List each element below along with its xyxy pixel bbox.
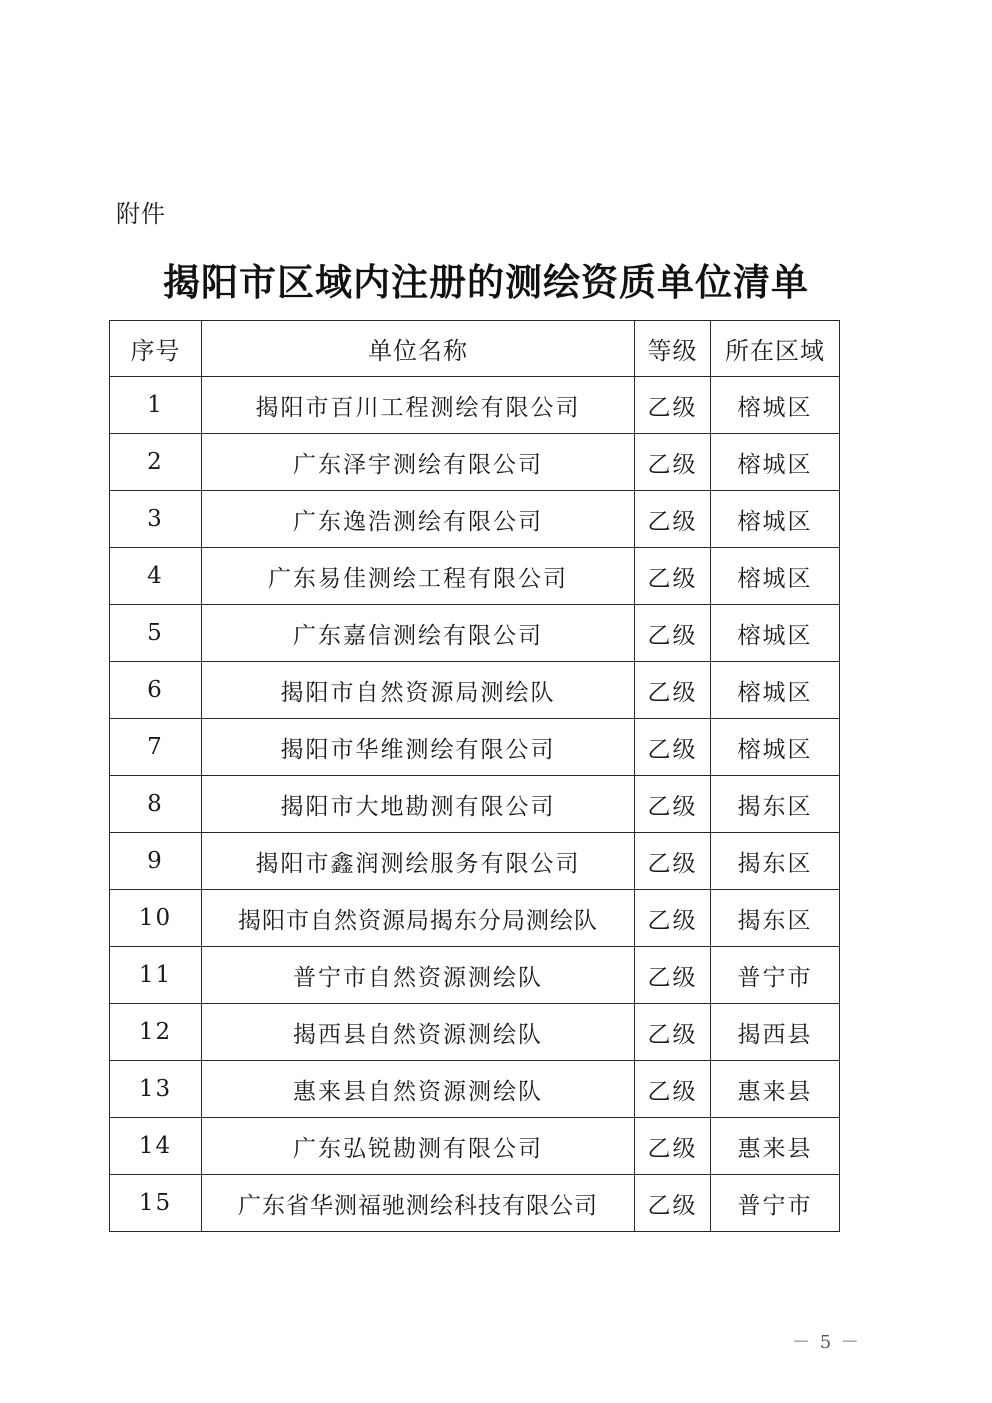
row-unit-name: 揭阳市自然资源局揭东分局测绘队 <box>202 890 635 947</box>
row-region: 榕城区 <box>711 719 840 776</box>
row-region: 榕城区 <box>711 491 840 548</box>
row-index: 13 <box>110 1061 202 1118</box>
table-row <box>110 833 840 890</box>
row-region: 榕城区 <box>711 377 840 434</box>
row-region: 惠来县 <box>711 1061 840 1118</box>
row-index: 1 <box>110 377 202 434</box>
row-region: 榕城区 <box>711 662 840 719</box>
row-index: 2 <box>110 434 202 491</box>
row-region: 普宁市 <box>711 947 840 1004</box>
row-index: 4 <box>110 548 202 605</box>
table-row <box>110 719 840 776</box>
header-region: 所在区域 <box>711 321 840 377</box>
row-grade: 乙级 <box>635 1118 711 1175</box>
row-unit-name: 揭阳市大地勘测有限公司 <box>202 776 635 833</box>
row-region: 揭西县 <box>711 1004 840 1061</box>
row-region: 揭东区 <box>711 890 840 947</box>
row-region: 榕城区 <box>711 548 840 605</box>
row-index: 5 <box>110 605 202 662</box>
table-row <box>110 377 840 434</box>
row-unit-name: 广东易佳测绘工程有限公司 <box>202 548 635 605</box>
row-grade: 乙级 <box>635 1004 711 1061</box>
row-unit-name: 揭西县自然资源测绘队 <box>202 1004 635 1061</box>
row-unit-name: 揭阳市华维测绘有限公司 <box>202 719 635 776</box>
row-unit-name: 广东泽宇测绘有限公司 <box>202 434 635 491</box>
row-index: 3 <box>110 491 202 548</box>
row-grade: 乙级 <box>635 491 711 548</box>
row-unit-name: 广东弘锐勘测有限公司 <box>202 1118 635 1175</box>
row-index: 14 <box>110 1118 202 1175</box>
row-grade: 乙级 <box>635 434 711 491</box>
document-title: 揭阳市区域内注册的测绘资质单位清单 <box>163 260 809 304</box>
row-unit-name: 广东嘉信测绘有限公司 <box>202 605 635 662</box>
header-grade: 等级 <box>635 321 711 377</box>
page-number: － 5 － <box>792 1332 861 1353</box>
row-grade: 乙级 <box>635 662 711 719</box>
row-region: 榕城区 <box>711 434 840 491</box>
row-region: 普宁市 <box>711 1175 840 1232</box>
row-grade: 乙级 <box>635 605 711 662</box>
row-unit-name: 揭阳市百川工程测绘有限公司 <box>202 377 635 434</box>
row-index: 11 <box>110 947 202 1004</box>
row-index: 8 <box>110 776 202 833</box>
table-row <box>110 1004 840 1061</box>
row-index: 6 <box>110 662 202 719</box>
table-row <box>110 662 840 719</box>
row-grade: 乙级 <box>635 719 711 776</box>
table-row <box>110 1175 840 1232</box>
table-header-row <box>110 321 840 377</box>
row-grade: 乙级 <box>635 947 711 1004</box>
row-unit-name: 惠来县自然资源测绘队 <box>202 1061 635 1118</box>
row-grade: 乙级 <box>635 890 711 947</box>
row-grade: 乙级 <box>635 833 711 890</box>
table-row <box>110 1061 840 1118</box>
table-row <box>110 947 840 1004</box>
row-region: 揭东区 <box>711 776 840 833</box>
row-region: 榕城区 <box>711 605 840 662</box>
row-unit-name: 揭阳市自然资源局测绘队 <box>202 662 635 719</box>
table-body <box>110 377 840 1232</box>
table-row <box>110 890 840 947</box>
table-row <box>110 605 840 662</box>
header-unit-name: 单位名称 <box>202 321 635 377</box>
row-grade: 乙级 <box>635 1175 711 1232</box>
row-index: 7 <box>110 719 202 776</box>
row-unit-name: 揭阳市鑫润测绘服务有限公司 <box>202 833 635 890</box>
table-row <box>110 548 840 605</box>
row-region: 揭东区 <box>711 833 840 890</box>
row-unit-name: 广东省华测福驰测绘科技有限公司 <box>202 1175 635 1232</box>
qualification-table <box>109 320 840 1232</box>
row-region: 惠来县 <box>711 1118 840 1175</box>
row-index: 10 <box>110 890 202 947</box>
table-row <box>110 491 840 548</box>
row-unit-name: 普宁市自然资源测绘队 <box>202 947 635 1004</box>
row-unit-name: 广东逸浩测绘有限公司 <box>202 491 635 548</box>
row-grade: 乙级 <box>635 1061 711 1118</box>
row-grade: 乙级 <box>635 377 711 434</box>
header-index: 序号 <box>110 321 202 377</box>
row-grade: 乙级 <box>635 776 711 833</box>
table-row <box>110 1118 840 1175</box>
attachment-label: 附件 <box>116 200 166 228</box>
row-index: 12 <box>110 1004 202 1061</box>
row-index: 9 <box>110 833 202 890</box>
table-row <box>110 776 840 833</box>
row-index: 15 <box>110 1175 202 1232</box>
table-row <box>110 434 840 491</box>
row-grade: 乙级 <box>635 548 711 605</box>
